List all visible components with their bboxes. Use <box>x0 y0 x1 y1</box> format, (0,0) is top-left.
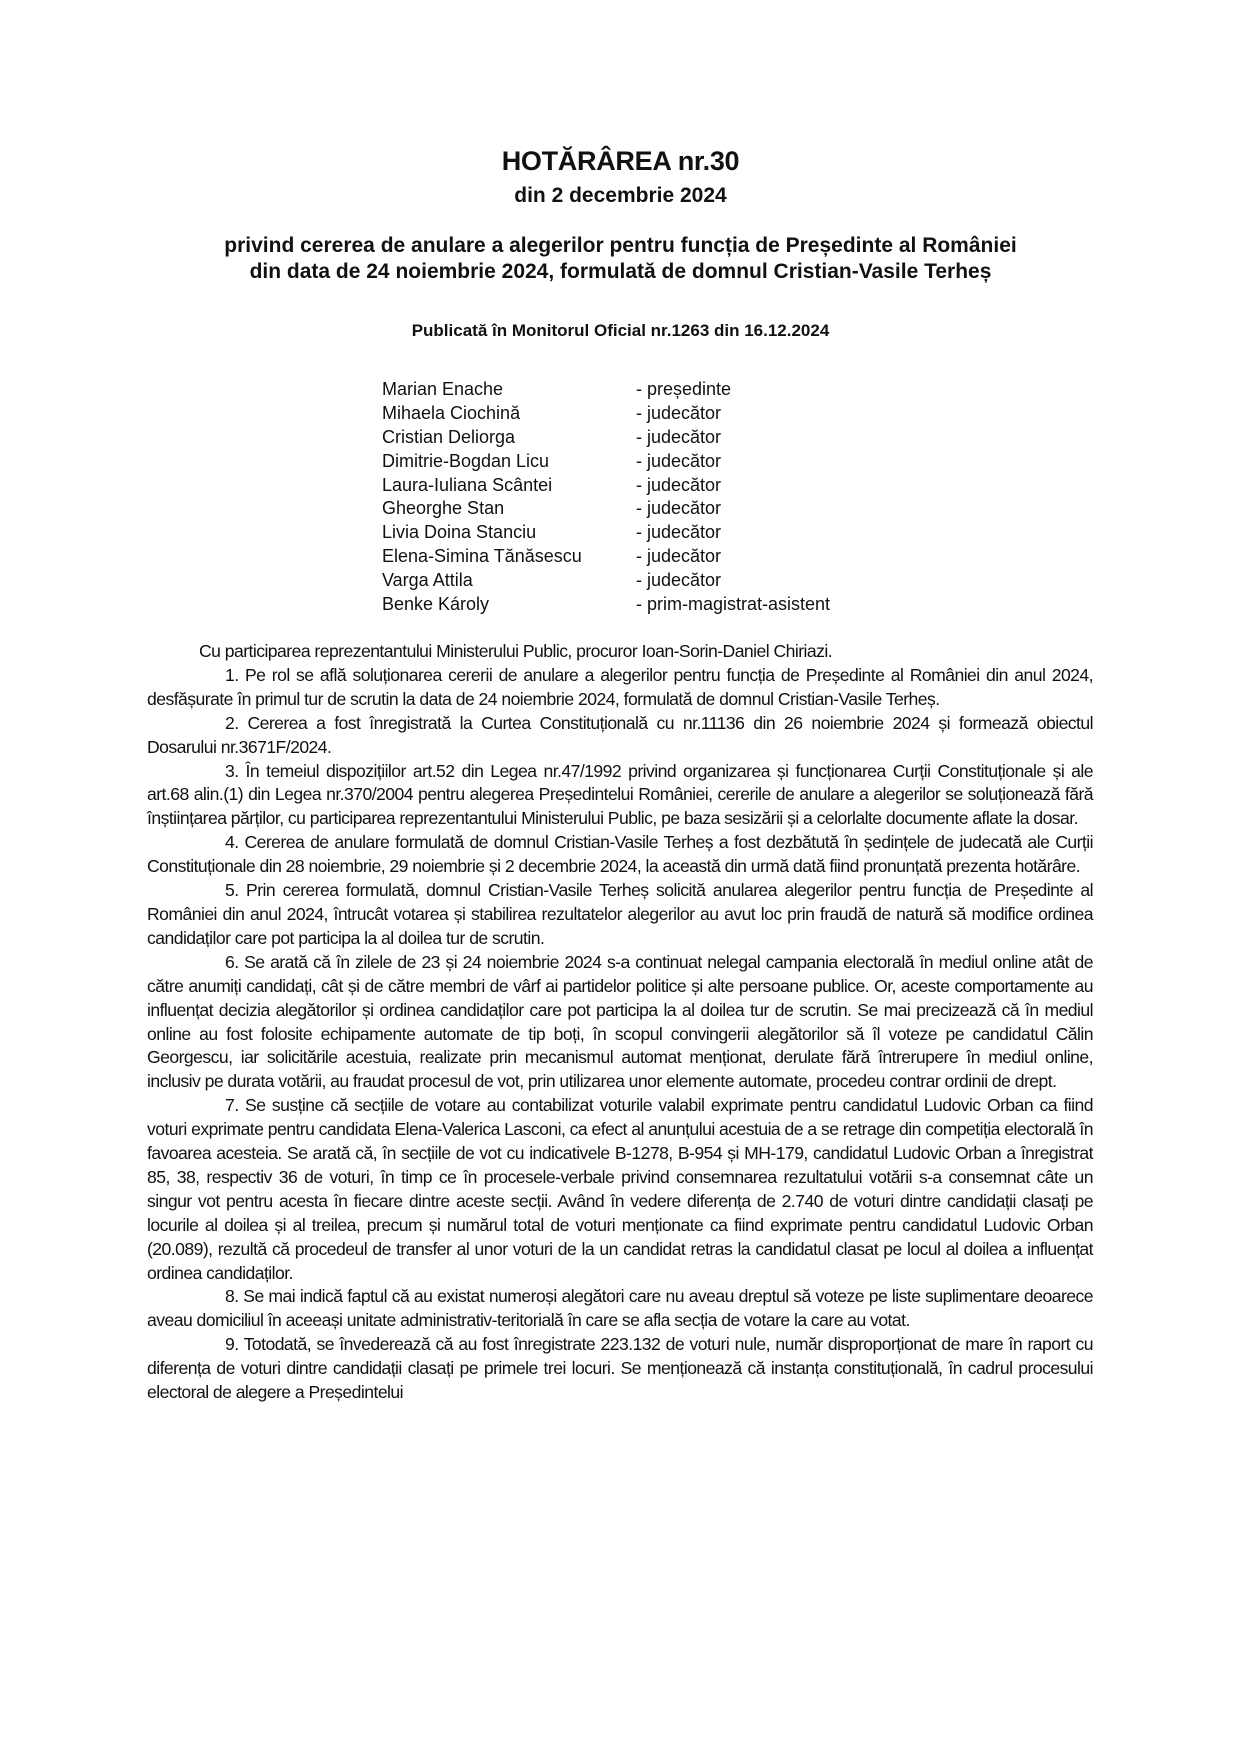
member-name: Livia Doina Stanciu <box>382 522 537 543</box>
paragraph-4: 4. Cererea de anulare formulată de domnul Cristian-Vasile Terheș a fost dezbătută în ședințele de judecată ale Curții Constituționale din 28 noiembrie, 29 noiembrie și 2 decembrie 2024, la această din urmă dată fiind pronunțată prezenta hotărâre. <box>147 832 1093 877</box>
subject-line-2: din data de 24 noiembrie 2024, formulată de domnul Cristian-Vasile Terheș <box>249 260 992 283</box>
decision-date: din 2 decembrie 2024 <box>514 184 727 207</box>
participation-paragraph: Cu participarea reprezentantului Ministerului Public, procuror Ioan-Sorin-Daniel Chiriazi. <box>199 641 833 661</box>
paragraph-1: 1. Pe rol se află soluționarea cererii de anulare a alegerilor pentru funcția de Președinte al României din anul 2024, desfășurate în primul tur de scrutin la data de 24 noiembrie 2024, formulată de domnul Cristian-Vasile Terheș. <box>147 664 1093 709</box>
decision-subject <box>0 233 1241 285</box>
member-name: Marian Enache <box>382 379 504 399</box>
member-role: - judecător <box>636 498 722 519</box>
member-role: - judecător <box>636 402 722 423</box>
member-name: Mihaela Ciochină <box>382 402 521 423</box>
member-role: - judecător <box>636 570 722 591</box>
member-role: - președinte <box>636 379 732 399</box>
decision-title: HOTĂRÂREA nr.30 <box>501 146 740 176</box>
paragraph-5: 5. Prin cererea formulată, domnul Cristian-Vasile Terheș solicită anularea alegerilor pentru funcția de Președinte al României din anul 2024, întrucât votarea și stabilirea rezultatelor alegerilor au avut loc prin fraudă de natură să modifice ordinea candidaților care pot participa la al doilea tur de scrutin. <box>147 880 1093 948</box>
subject-line-1: privind cererea de anulare a alegerilor pentru funcția de Președinte al României <box>224 234 1017 257</box>
member-role: - prim-magistrat-asistent <box>636 594 831 615</box>
paragraph-6: 6. Se arată că în zilele de 23 și 24 noiembrie 2024 s-a continuat nelegal campania electorală în mediul online atât de către anumiți candidați, cât și de către membri de vârf ai partidelor politice și alte persoane publice. Or, aceste comportamente au influențat decizia alegătorilor și ordinea candidaților care pot participa la al doilea tur de scrutin. Se mai precizează că în mediul online au fost folosite echipamente automate de tip boți, în scopul convingerii alegătorilor să îl voteze pe candidatul Călin Georgescu, iar solicitările acestuia, realizate prin mecanismul automat menționat, derulate fără întrerupere în mediul online, inclusiv pe durata votării, au fraudat procesul de vot, prin utilizarea unor elemente automate, procedeu contrar ordinii de drept. <box>147 951 1093 1092</box>
member-role: - judecător <box>636 546 722 567</box>
member-name: Gheorghe Stan <box>382 498 505 519</box>
member-name: Dimitrie-Bogdan Licu <box>382 450 550 471</box>
publication-note: Publicată în Monitorul Oficial nr.1263 din 16.12.2024 <box>411 321 830 340</box>
paragraph-9: 9. Totodată, se învederează că au fost înregistrate 223.132 de voturi nule, număr disproporționat de mare în raport cu diferența de voturi dintre candidații clasați pe primele trei locuri. Se menționează că instanța constituțională, în cadrul procesului electoral de alegere a Președintelui <box>147 1334 1093 1403</box>
member-role: - judecător <box>636 522 722 543</box>
paragraph-3: 3. În temeiul dispozițiilor art.52 din Legea nr.47/1992 privind organizarea și funcționarea Curții Constituționale și ale art.68 alin.(1) din Legea nr.370/2004 pentru alegerea Președintelui României, cererile de anulare a alegerilor se soluționează fără înștiințarea părților, cu participarea reprezentantului Ministerului Public, pe baza sesizării și a celorlalte documente aflate la dosar. <box>147 760 1093 829</box>
member-name: Cristian Deliorga <box>382 426 516 447</box>
paragraph-8: 8. Se mai indică faptul că au existat numeroși alegători care nu aveau dreptul să voteze pe liste suplimentare deoarece aveau domiciliul în aceeași unitate administrativ-teritorială în care se afla secția de votare la care au votat. <box>147 1286 1093 1331</box>
member-name: Laura-Iuliana Scântei <box>382 474 553 495</box>
paragraph-7: 7. Se susține că secțiile de votare au contabilizat voturile valabil exprimate pentru candidatul Ludovic Orban ca fiind voturi exprimate pentru candidata Elena-Valerica Lasconi, ca efect al anunțului acestuia de a se retrage din competiția electorală în favoarea acesteia. Se arată că, în secțiile de vot cu indicativele B-1278, B-954 și MH-179, candidatul Ludovic Orban a înregistrat 85, 38, respectiv 36 de voturi, în timp ce în procesele-verbale privind consemnarea rezultatului votării s-a consemnat câte un singur vot pentru acesta în fiecare dintre aceste secții. Având în vedere diferența de 2.740 de voturi dintre candidații clasați pe locurile al doilea și al treilea, precum și numărul total de voturi menționate ca fiind exprimate pentru candidatul Ludovic Orban (20.089), rezultă că procedeul de transfer al unor voturi de la un candidat retras la candidatul clasat pe locul al doilea a influențat ordinea candidaților. <box>147 1095 1093 1283</box>
member-name: Varga Attila <box>382 570 473 591</box>
member-role: - judecător <box>636 426 722 447</box>
paragraph-2: 2. Cererea a fost înregistrată la Curtea Constituțională cu nr.11136 din 26 noiembrie 2024 și formează obiectul Dosarului nr.3671F/2024. <box>147 712 1093 757</box>
member-role: - judecător <box>636 474 722 495</box>
member-role: - judecător <box>636 450 722 471</box>
member-name: Benke Károly <box>382 594 490 615</box>
decision-body <box>147 640 1093 1405</box>
member-name: Elena-Simina Tănăsescu <box>382 546 582 567</box>
